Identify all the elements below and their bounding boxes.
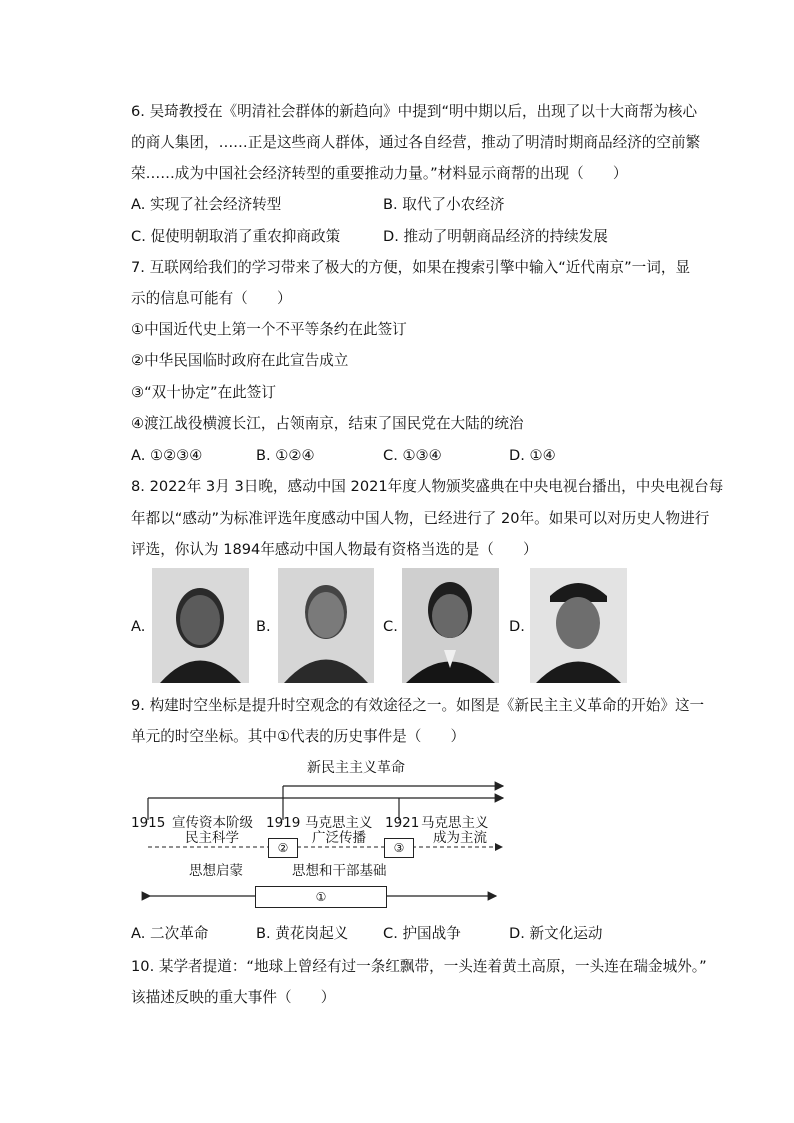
timeline-year-1919: 1919 [266,815,301,831]
timeline-year-1921: 1921 [385,815,420,831]
q8-line-3: 评选，你认为 1894年感动中国人物最有资格当选的是（ ） [131,541,538,558]
q7-option-c[interactable]: C. ①③④ [383,447,442,464]
q7-option-b[interactable]: B. ①②④ [256,447,315,464]
timeline-box-3: ③ [384,838,414,858]
q9-option-d[interactable]: D. 新文化运动 [509,925,603,942]
timeline-label-left: 思想启蒙 [189,863,243,879]
q7-option-a[interactable]: A. ①②③④ [131,447,203,464]
timeline-seg1-line1: 宣传资本阶级 [172,815,253,831]
q9-option-a[interactable]: A. 二次革命 [131,925,209,942]
timeline-seg3-line1: 马克思主义 [421,815,489,831]
q6-option-d[interactable]: D. 推动了明朝商品经济的持续发展 [383,228,608,245]
q7-line-1: 7. 互联网给我们的学习带来了极大的方便，如果在搜索引擎中输入“近代南京”一词，显 [131,259,691,276]
q8-option-a-label[interactable]: A. [131,618,146,635]
q9-option-b[interactable]: B. 黄花岗起义 [256,925,349,942]
timeline-box-2: ② [268,838,298,858]
q6-option-a[interactable]: A. 实现了社会经济转型 [131,196,282,213]
q7-item-4: ④渡江战役横渡长江，占领南京，结束了国民党在大陆的统治 [131,415,524,432]
timeline-year-1915: 1915 [131,815,166,831]
q8-option-d-label[interactable]: D. [509,618,525,635]
timeline-seg3-line2: 成为主流 [433,830,487,846]
q6-option-c[interactable]: C. 促使明朝取消了重农抑商政策 [131,228,341,245]
q7-line-2: 示的信息可能有（ ） [131,290,292,307]
q9-line-1: 9. 构建时空坐标是提升时空观念的有效途径之一。如图是《新民主主义革命的开始》这一 [131,697,705,714]
q8-line-1: 8. 2022年 3月 3日晚，感动中国 2021年度人物颁奖盛典在中央电视台播出，中央电视台每 [131,478,724,495]
q6-option-b[interactable]: B. 取代了小农经济 [383,196,505,213]
q6-line-1: 6. 吴琦教授在《明清社会群体的新趋向》中提到“明中期以后，出现了以十大商帮为核心 [131,103,698,120]
q10-line-2: 该描述反映的重大事件（ ） [131,989,336,1006]
q7-item-3: ③“双十协定”在此签订 [131,384,276,401]
q10-line-1: 10. 某学者提道：“地球上曾经有过一条红飘带，一头连着黄土高原，一头连在瑞金城外。” [131,958,707,975]
timeline-label-right: 思想和干部基础 [292,863,387,879]
q7-option-d[interactable]: D. ①④ [509,447,556,464]
q6-line-3: 荣……成为中国社会经济转型的重要推动力量。”材料显示商帮的出现（ ） [131,165,628,182]
timeline-seg2-line1: 马克思主义 [305,815,373,831]
q8-option-b-label[interactable]: B. [256,618,271,635]
timeline-top-label: 新民主主义革命 [307,760,405,776]
timeline-seg1-line2: 民主科学 [185,830,239,846]
timeline-box-1: ① [255,886,387,908]
q6-line-2: 的商人集团，……正是这些商人群体，通过各自经营，推动了明清时期商品经济的空前繁 [131,134,701,151]
q8-option-c-label[interactable]: C. [383,618,398,635]
q7-item-1: ①中国近代史上第一个不平等条约在此签订 [131,321,407,338]
timeline-seg2-line2: 广泛传播 [312,830,366,846]
q7-item-2: ②中华民国临时政府在此宣告成立 [131,352,349,369]
q9-line-2: 单元的时空坐标。其中①代表的历史事件是（ ） [131,728,466,745]
q8-line-2: 年都以“感动”为标准评选年度感动中国人物，已经进行了 20年。如果可以对历史人物进行 [131,510,710,527]
q9-option-c[interactable]: C. 护国战争 [383,925,461,942]
